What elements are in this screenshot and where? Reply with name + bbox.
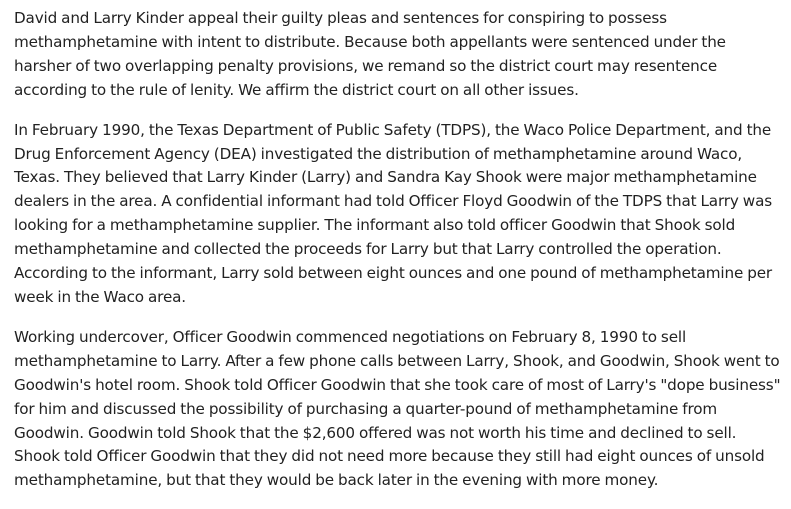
document-body — [14, 7, 784, 509]
paragraph-negotiations: Working undercover, Officer Goodwin commenced negotiations on February 8, 1990 to sell methamphetamine to Larry. After a few phone calls between Larry, Shook, and Goodwin, Shook went to Goodwin's hotel room. Shook told Officer Goodwin that she took care of most of Larry's "dope business" for him and discussed the possibility of purchasing a quarter-pound of methamphetamine from Goodwin. Goodwin told Shook that the $2,600 offered was not worth his time and declined to sell. Shook told Officer Goodwin that they did not need more because they still had eight ounces of unsold methamphetamine, but that they would be back later in the evening with more money. — [14, 327, 781, 490]
paragraph-summary: David and Larry Kinder appeal their guilty pleas and sentences for conspiring to possess methamphetamine with intent to distribute. Because both appellants were sentenced under the harsher of two overlapping penalty provisions, we remand so the district court may resentence according to the rule of lenity. We affirm the district court on all other issues. — [14, 9, 726, 99]
paragraph-investigation: In February 1990, the Texas Department of Public Safety (TDPS), the Waco Police Department, and the Drug Enforcement Agency (DEA) investigated the distribution of methamphetamine around Waco, Texas. They believed that Larry Kinder (Larry) and Sandra Kay Shook were major methamphetamine dealers in the area. A confidential informant had told Officer Floyd Goodwin of the TDPS that Larry was looking for a methamphetamine supplier. The informant also told officer Goodwin that Shook sold methamphetamine and collected the proceeds for Larry but that Larry controlled the operation. According to the informant, Larry sold between eight ounces and one pound of methamphetamine per week in the Waco area. — [14, 120, 772, 306]
